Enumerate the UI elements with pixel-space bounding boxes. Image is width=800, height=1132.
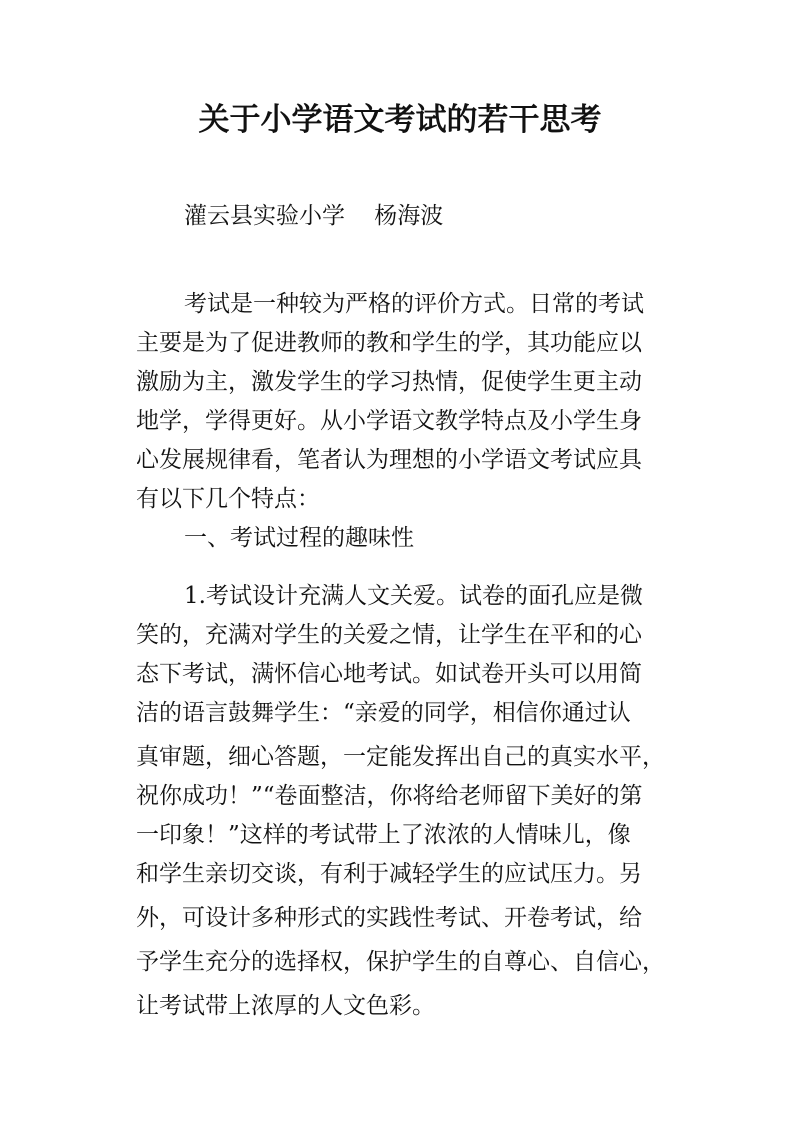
- body-line: 地学，学得更好。从小学语文教学特点及小学生身: [136, 408, 642, 434]
- body-line: 真审题，细心答题，一定能发挥出自己的真实水平，: [136, 744, 665, 770]
- body-line: 洁的语言鼓舞学生：“亲爱的同学，相信你通过认: [136, 700, 631, 726]
- body-line: 有以下几个特点：: [136, 486, 320, 512]
- section-heading: 一、考试过程的趣味性: [184, 525, 414, 551]
- body-line: 和学生亲切交谈，有利于减轻学生的应试压力。另: [136, 861, 642, 887]
- document-title: 关于小学语文考试的若干思考: [198, 102, 602, 138]
- body-line: 祝你成功！”“卷面整洁，你将给老师留下美好的第: [136, 783, 643, 809]
- body-line: 笑的，充满对学生的关爱之情，让学生在平和的心: [136, 622, 642, 648]
- body-line: 考试是一种较为严格的评价方式。日常的考试: [184, 291, 644, 317]
- body-line: 激励为主，激发学生的学习热情，促使学生更主动: [136, 369, 642, 395]
- body-line: 1.考试设计充满人文关爱。试卷的面孔应是微: [184, 583, 643, 609]
- author-line: 灌云县实验小学 杨海波: [184, 203, 444, 229]
- body-line: 让考试带上浓厚的人文色彩。: [136, 993, 435, 1019]
- body-line: 一印象！”这样的考试带上了浓浓的人情味儿，像: [136, 822, 631, 848]
- body-line: 外，可设计多种形式的实践性考试、开卷考试，给: [136, 905, 642, 931]
- body-line: 予学生充分的选择权，保护学生的自尊心、自信心，: [136, 949, 665, 975]
- body-line: 主要是为了促进教师的教和学生的学，其功能应以: [136, 330, 642, 356]
- body-line: 心发展规律看，笔者认为理想的小学语文考试应具: [136, 447, 642, 473]
- body-line: 态下考试，满怀信心地考试。如试卷开头可以用简: [136, 661, 642, 687]
